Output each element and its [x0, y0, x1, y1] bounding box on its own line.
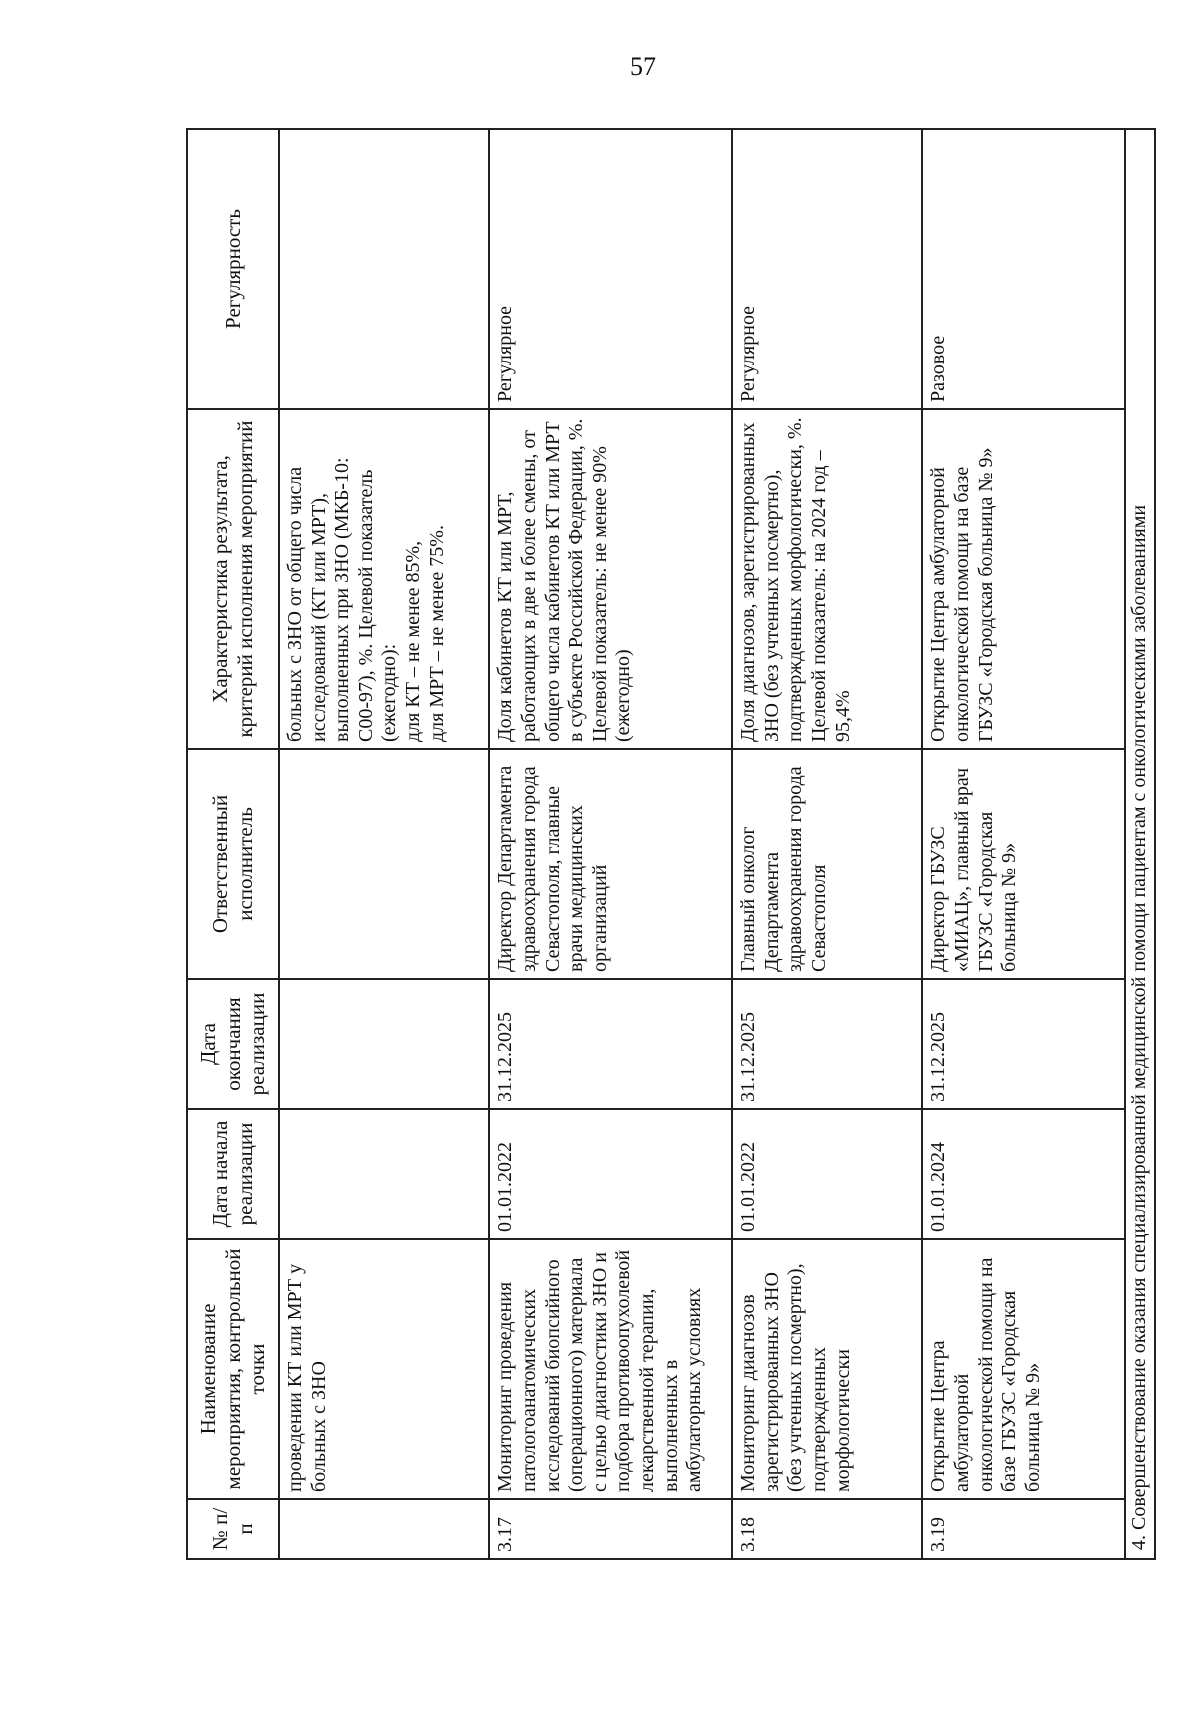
cell-end — [279, 979, 489, 1109]
cell-start: 01.01.2024 — [922, 1109, 1124, 1239]
table-row — [279, 129, 489, 1559]
cell-num: 3.17 — [489, 1499, 732, 1559]
header-regularity: Регулярность — [187, 129, 279, 409]
table-header-row — [187, 129, 279, 1559]
table-row — [732, 129, 922, 1559]
header-responsible: Ответственный исполнитель — [187, 749, 279, 979]
cell-start: 01.01.2022 — [489, 1109, 732, 1239]
header-start: Дата начала реализации — [187, 1109, 279, 1239]
cell-result: Доля кабинетов КТ или МРТ, работающих в две и более смены, от общего числа кабинетов КТ или МРТ в субъекте Российской Федерации, %. Целевой показатель: не менее 90% (ежегодно) — [489, 409, 732, 749]
cell-regularity: Регулярное — [732, 129, 922, 409]
events-table — [186, 128, 1156, 1560]
header-end: Дата окончания реализации — [187, 979, 279, 1109]
cell-responsible: Директор ГБУЗС «МИАЦ», главный врач ГБУЗС «Городская больница № 9» — [922, 749, 1124, 979]
rotated-table-container — [186, 130, 1156, 1560]
cell-result: Открытие Центра амбулаторной онкологической помощи на базе ГБУЗС «Городская больница № 9» — [922, 409, 1124, 749]
cell-num: 3.19 — [922, 1499, 1124, 1559]
header-num: № п/п — [187, 1499, 279, 1559]
cell-result: Доля диагнозов, зарегистрированных ЗНО (без учтенных посмертно), подтвержденных морфологически, %. Целевой показатель: на 2024 год – 95,4% — [732, 409, 922, 749]
cell-name: Открытие Центра амбулаторной онкологической помощи на базе ГБУЗС «Городская больница № 9» — [922, 1239, 1124, 1499]
cell-name: Мониторинг проведения патологоанатомических исследований биопсийного (операционного) материала с целью диагностики ЗНО и подбора противоопухолевой лекарственной терапии, выполненных в амбулаторных условиях — [489, 1239, 732, 1499]
cell-name: проведении КТ или МРТ у больных с ЗНО — [279, 1239, 489, 1499]
cell-num: 3.18 — [732, 1499, 922, 1559]
header-result: Характеристика результата, критерий исполнения мероприятий — [187, 409, 279, 749]
section-title: 4. Совершенствование оказания специализированной медицинской помощи пациентам с онкологическими заболеваниями — [1125, 129, 1155, 1559]
cell-end: 31.12.2025 — [489, 979, 732, 1109]
table-row — [922, 129, 1124, 1559]
header-name: Наименование мероприятия, контрольной точки — [187, 1239, 279, 1499]
table-row — [489, 129, 732, 1559]
cell-responsible: Директор Департамента здравоохранения города Севастополя, главные врачи медицинских организаций — [489, 749, 732, 979]
cell-num — [279, 1499, 489, 1559]
page-number: 57 — [630, 52, 656, 81]
cell-result: больных с ЗНО от общего числа исследований (КТ или МРТ), выполненных при ЗНО (МКБ-10: С00-97), %. Целевой показатель (ежегодно): для КТ – не менее 85%, для МРТ – не менее 75%. — [279, 409, 489, 749]
cell-responsible — [279, 749, 489, 979]
cell-regularity — [279, 129, 489, 409]
cell-regularity: Регулярное — [489, 129, 732, 409]
section-row — [1125, 129, 1155, 1559]
cell-end: 31.12.2025 — [732, 979, 922, 1109]
cell-start — [279, 1109, 489, 1239]
cell-start: 01.01.2022 — [732, 1109, 922, 1239]
cell-end: 31.12.2025 — [922, 979, 1124, 1109]
cell-responsible: Главный онколог Департамента здравоохранения города Севастополя — [732, 749, 922, 979]
cell-name: Мониторинг диагнозов зарегистрированных ЗНО (без учтенных посмертно), подтвержденных морфологически — [732, 1239, 922, 1499]
cell-regularity: Разовое — [922, 129, 1124, 409]
